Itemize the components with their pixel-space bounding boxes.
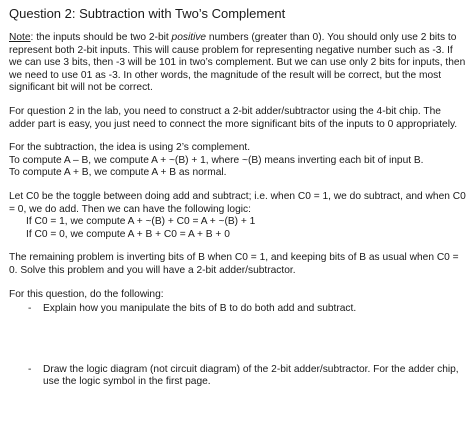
bullet-dash: - <box>28 363 32 375</box>
tasks-intro: For this question, do the following: <box>9 288 164 300</box>
answer-space <box>9 316 468 364</box>
c0-logic-2: If C0 = 0, we compute A + B + C0 = A + B + 0 <box>26 228 230 240</box>
note-text-start: : the inputs should be two 2-bit <box>30 32 172 43</box>
tasks-section <box>9 289 468 389</box>
c0-logic-1: If C0 = 1, we compute A + ~(B) + C0 = A + ~(B) + 1 <box>26 216 256 228</box>
page-title: Question 2: Subtraction with Two’s Complement <box>9 6 286 21</box>
bullet-dash: - <box>28 303 32 315</box>
task-text: Draw the logic diagram (not circuit diagram) of the 2-bit adder/subtractor. For the adder chip, use the logic symbol in the first page. <box>43 363 459 388</box>
task-text: Explain how you manipulate the bits of B to do both add and subtract. <box>43 303 357 315</box>
task-item-explain <box>9 303 468 316</box>
note-text-end: numbers (greater than 0). You should only use 2 bits to represent both 2-bit inputs. This will cause problem for representing negative number such as -3. If we can use 3 bits, then -3 will be 101 in two’s complement. But we can use only 2 bits for inputs, then we need to use 01 as -3. In other words, the magnitude of the result will be correct, but the most significant bit will not be correct. <box>9 32 466 94</box>
c0-paragraph: Let C0 be the toggle between doing add and subtract; i.e. when C0 = 1, we do subtract, and when C0 = 0, we do add. Then we can have the following logic: <box>9 190 466 215</box>
task-item-draw <box>9 364 468 389</box>
twos-line-1: For the subtraction, the idea is using 2’s complement. <box>9 142 251 154</box>
note-emphasis: positive <box>171 32 207 43</box>
note-label: Note <box>9 32 31 43</box>
twos-line-3: To compute A + B, we compute A + B as normal. <box>9 167 227 179</box>
note-paragraph <box>9 32 468 95</box>
lab-paragraph: For question 2 in the lab, you need to construct a 2-bit adder/subtractor using the 4-bit chip. The adder part is easy, you just need to connect the more significant bits of the inputs to 0 appropriately. <box>9 105 458 130</box>
remaining-paragraph: The remaining problem is inverting bits of B when C0 = 1, and keeping bits of B as usual when C0 = 0. Solve this problem and you will have a 2-bit adder/subtractor. <box>9 252 459 276</box>
twos-complement-section <box>9 142 468 180</box>
task-list <box>9 303 468 389</box>
c0-section <box>9 191 468 241</box>
twos-line-2: To compute A – B, we compute A + ~(B) + 1, where ~(B) means inverting each bit of input B. <box>9 154 424 166</box>
